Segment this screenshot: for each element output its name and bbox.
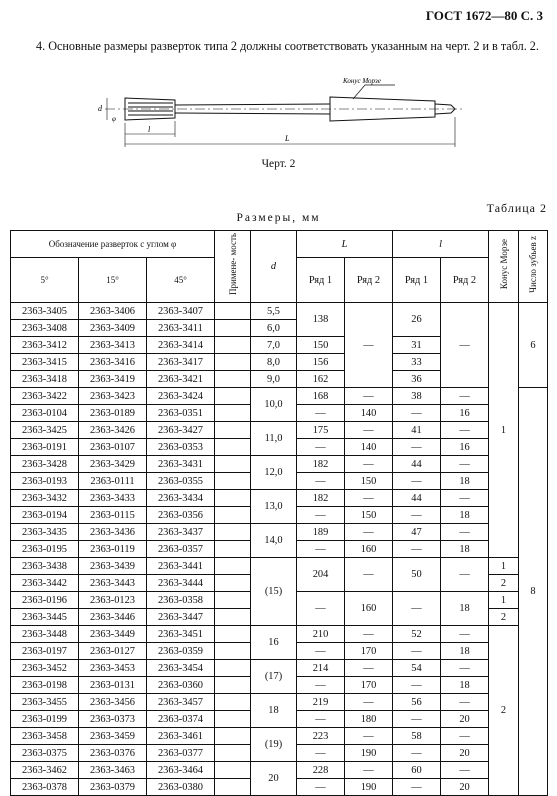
table-row [11,422,548,439]
table-row [11,303,548,320]
L-row2-cell: 150 [345,473,393,490]
diameter-cell: 14,0 [251,524,297,558]
page-header: ГОСТ 1672—80 С. 3 [425,8,543,23]
designation-cell: 2363-3463 [79,762,147,779]
l-row2-cell: 20 [441,711,489,728]
L-row2-cell: 170 [345,643,393,660]
designation-cell: 2363-0123 [79,592,147,609]
designation-cell: 2363-3421 [147,371,215,388]
table-row [11,456,548,473]
L-row2-cell: 170 [345,677,393,694]
L-row2-cell: — [345,558,393,592]
L-row2-cell: — [345,524,393,541]
L-row1-cell: 182 [297,456,345,473]
usage-cell [215,575,251,592]
designation-header: Обозначение разверток с углом φ [11,231,215,258]
designation-cell: 2363-3445 [11,609,79,626]
L-row1-cell: 138 [297,303,345,337]
usage-cell [215,728,251,745]
designation-cell: 2363-3457 [147,694,215,711]
usage-cell [215,558,251,575]
L-row2-cell: — [345,388,393,405]
designation-cell: 2363-0374 [147,711,215,728]
l-row2-cell: 18 [441,541,489,558]
l-row1-cell: — [393,405,441,422]
designation-cell: 2363-3436 [79,524,147,541]
l-row2-cell: — [441,626,489,643]
L-header: L [297,231,393,258]
table-row [11,558,548,575]
designation-cell: 2363-3415 [11,354,79,371]
l-row1-cell: 50 [393,558,441,592]
l-row1-cell: — [393,711,441,728]
l-row2-cell: 18 [441,507,489,524]
l-row1-cell: 41 [393,422,441,439]
l-row2-cell: — [441,422,489,439]
designation-cell: 2363-0193 [11,473,79,490]
l-row2-cell: — [441,660,489,677]
usage-cell [215,405,251,422]
L-row1-cell: 150 [297,337,345,354]
designation-cell: 2363-0377 [147,745,215,762]
diameter-cell: 7,0 [251,337,297,354]
usage-cell [215,643,251,660]
L-row1-cell: 168 [297,388,345,405]
designation-cell: 2363-3427 [147,422,215,439]
morse-cell: 2 [489,609,519,626]
l-row1-cell: — [393,592,441,626]
usage-cell [215,711,251,728]
L-row2-cell: 160 [345,592,393,626]
designation-cell: 2363-0376 [79,745,147,762]
L-row1-cell: — [297,541,345,558]
designation-cell: 2363-3432 [11,490,79,507]
diameter-cell: 13,0 [251,490,297,524]
designation-cell: 2363-3452 [11,660,79,677]
diameter-cell: (19) [251,728,297,762]
usage-header: Примене- мость [215,231,251,303]
designation-cell: 2363-3444 [147,575,215,592]
L-row2-cell: 150 [345,507,393,524]
designation-cell: 2363-3412 [11,337,79,354]
designation-cell: 2363-3451 [147,626,215,643]
designation-cell: 2363-0351 [147,405,215,422]
diameter-cell: 20 [251,762,297,796]
table-row [11,728,548,745]
morse-cell: 1 [489,558,519,575]
designation-cell: 2363-0198 [11,677,79,694]
l-row1-cell: — [393,507,441,524]
designation-cell: 2363-0375 [11,745,79,762]
table-row [11,388,548,405]
designation-cell: 2363-3428 [11,456,79,473]
diameter-cell: 11,0 [251,422,297,456]
l-row2-cell: 16 [441,405,489,422]
designation-cell: 2363-0111 [79,473,147,490]
teeth-cell: 6 [519,303,548,388]
L-row1-cell: 214 [297,660,345,677]
designation-cell: 2363-0380 [147,779,215,796]
designation-cell: 2363-0373 [79,711,147,728]
designation-cell: 2363-3417 [147,354,215,371]
designation-cell: 2363-0191 [11,439,79,456]
l-row1-cell: 60 [393,762,441,779]
L-row2-cell: 140 [345,405,393,422]
l-row2-cell: — [441,524,489,541]
L-row2-cell: 190 [345,779,393,796]
L-row2-cell: — [345,422,393,439]
designation-cell: 2363-3409 [79,320,147,337]
diameter-cell: 12,0 [251,456,297,490]
l-row1-cell: — [393,473,441,490]
L-row2-cell: 140 [345,439,393,456]
designation-cell: 2363-3419 [79,371,147,388]
angle-15-header: 15° [79,258,147,303]
designation-cell: 2363-3433 [79,490,147,507]
designation-cell: 2363-0127 [79,643,147,660]
teeth-header: Число зубьев z [519,231,548,303]
morse-cell: 1 [489,303,519,558]
designation-cell: 2363-3437 [147,524,215,541]
usage-cell [215,626,251,643]
usage-cell [215,473,251,490]
L-row2-cell: — [345,694,393,711]
l-row1-cell: 38 [393,388,441,405]
table-row [11,762,548,779]
label-d: d [98,104,102,113]
L-row1-cell: 219 [297,694,345,711]
designation-cell: 2363-3443 [79,575,147,592]
l-row1-cell: — [393,541,441,558]
table-row [11,524,548,541]
designation-cell: 2363-3423 [79,388,147,405]
designation-cell: 2363-3459 [79,728,147,745]
L-row2-cell: — [345,490,393,507]
designation-cell: 2363-3438 [11,558,79,575]
diameter-cell: (17) [251,660,297,694]
L-row2-cell: — [345,660,393,677]
l-row1-cell: 54 [393,660,441,677]
l-row2-cell: 18 [441,643,489,660]
morse-cell: 2 [489,626,519,796]
table-number: Таблица 2 [486,201,547,215]
designation-cell: 2363-0359 [147,643,215,660]
l-row1-cell: 26 [393,303,441,337]
l-row2-cell: — [441,694,489,711]
L-row1-cell: 182 [297,490,345,507]
usage-cell [215,779,251,796]
l-row2-cell: — [441,303,489,388]
usage-cell [215,762,251,779]
L-row2-cell: — [345,456,393,473]
L-row1-cell: — [297,473,345,490]
angle-5-header: 5° [11,258,79,303]
L-row1-cell: 223 [297,728,345,745]
usage-cell [215,592,251,609]
usage-cell [215,388,251,405]
designation-cell: 2363-0199 [11,711,79,728]
L-row1-cell: — [297,677,345,694]
l-row2-cell: — [441,456,489,473]
table-row [11,694,548,711]
designation-cell: 2363-0131 [79,677,147,694]
usage-cell [215,694,251,711]
designation-cell: 2363-3447 [147,609,215,626]
reamer-drawing [95,75,475,157]
l-row2-cell: 20 [441,779,489,796]
designation-cell: 2363-3413 [79,337,147,354]
usage-cell [215,422,251,439]
l-row2-cell: 18 [441,473,489,490]
l-row1-cell: 52 [393,626,441,643]
designation-cell: 2363-3422 [11,388,79,405]
designation-cell: 2363-3424 [147,388,215,405]
angle-45-header: 45° [147,258,215,303]
L-row2-cell: — [345,762,393,779]
designation-cell: 2363-3439 [79,558,147,575]
designation-cell: 2363-0196 [11,592,79,609]
diameter-cell: 6,0 [251,320,297,337]
l-row1-cell: — [393,745,441,762]
l-row1-header: Ряд 1 [393,258,441,303]
designation-cell: 2363-3435 [11,524,79,541]
table-row [11,660,548,677]
l-row1-cell: 56 [393,694,441,711]
usage-cell [215,371,251,388]
label-angle: φ [112,115,116,123]
designation-cell: 2363-3453 [79,660,147,677]
designation-cell: 2363-3442 [11,575,79,592]
designation-cell: 2363-3448 [11,626,79,643]
designation-cell: 2363-0378 [11,779,79,796]
l-row1-cell: — [393,779,441,796]
designation-cell: 2363-3429 [79,456,147,473]
designation-cell: 2363-3406 [79,303,147,320]
l-row2-cell: — [441,728,489,745]
designation-cell: 2363-0115 [79,507,147,524]
usage-cell [215,490,251,507]
usage-cell [215,354,251,371]
L-row1-cell: 175 [297,422,345,439]
usage-cell [215,677,251,694]
designation-cell: 2363-0357 [147,541,215,558]
l-row2-cell: — [441,490,489,507]
l-row1-cell: 47 [393,524,441,541]
designation-cell: 2363-0189 [79,405,147,422]
L-row2-cell: — [345,728,393,745]
L-row1-cell: — [297,643,345,660]
L-row1-cell: — [297,711,345,728]
designation-cell: 2363-3408 [11,320,79,337]
l-row2-cell: — [441,762,489,779]
l-row1-cell: — [393,439,441,456]
designation-cell: 2363-0104 [11,405,79,422]
designation-cell: 2363-0356 [147,507,215,524]
diameter-cell: 5,5 [251,303,297,320]
usage-cell [215,456,251,473]
l-row1-cell: — [393,643,441,660]
usage-cell [215,660,251,677]
designation-cell: 2363-3458 [11,728,79,745]
label-L: L [285,134,290,143]
usage-cell [215,609,251,626]
l-header: l [393,231,489,258]
table-row [11,490,548,507]
designation-cell: 2363-3411 [147,320,215,337]
designation-cell: 2363-0353 [147,439,215,456]
sizes-table [10,230,548,796]
designation-cell: 2363-0197 [11,643,79,660]
l-row1-cell: 58 [393,728,441,745]
designation-cell: 2363-3418 [11,371,79,388]
l-row2-cell: 16 [441,439,489,456]
diameter-cell: 8,0 [251,354,297,371]
L-row2-cell: — [345,303,393,388]
usage-cell [215,524,251,541]
designation-cell: 2363-0107 [79,439,147,456]
l-row1-cell: 44 [393,456,441,473]
L-row1-cell: 204 [297,558,345,592]
L-row2-cell: 180 [345,711,393,728]
designation-cell: 2363-3449 [79,626,147,643]
designation-cell: 2363-3454 [147,660,215,677]
diameter-cell: 9,0 [251,371,297,388]
l-row1-cell: 36 [393,371,441,388]
l-row2-cell: 20 [441,745,489,762]
l-row1-cell: 31 [393,337,441,354]
label-l: l [148,125,151,134]
L-row1-cell: 228 [297,762,345,779]
L-row2-header: Ряд 2 [345,258,393,303]
L-row1-cell: 156 [297,354,345,371]
usage-cell [215,745,251,762]
l-row2-cell: — [441,388,489,405]
table-body [11,303,548,796]
designation-cell: 2363-3441 [147,558,215,575]
morse-cell: 1 [489,592,519,609]
designation-cell: 2363-0195 [11,541,79,558]
diameter-cell: (15) [251,558,297,626]
paragraph-4: 4. Основные размеры разверток типа 2 должны соответствовать указанным на черт. 2 и в табл. 2. [36,39,539,53]
usage-cell [215,507,251,524]
L-row1-cell: — [297,592,345,626]
morse-header: Конус Морзе [489,231,519,303]
usage-cell [215,439,251,456]
designation-cell: 2363-3407 [147,303,215,320]
L-row1-cell: 189 [297,524,345,541]
l-row2-cell: — [441,558,489,592]
designation-cell: 2363-3431 [147,456,215,473]
designation-cell: 2363-0379 [79,779,147,796]
L-row2-cell: 190 [345,745,393,762]
l-row2-cell: 18 [441,677,489,694]
drawing-caption: Черт. 2 [261,158,296,170]
designation-cell: 2363-3405 [11,303,79,320]
designation-cell: 2363-3446 [79,609,147,626]
designation-cell: 2363-3456 [79,694,147,711]
designation-cell: 2363-3462 [11,762,79,779]
designation-cell: 2363-0194 [11,507,79,524]
usage-cell [215,303,251,320]
l-row1-cell: 33 [393,354,441,371]
table-title: Размеры, мм [236,212,321,224]
morse-label: Конус Морзе [343,77,381,85]
diameter-cell: 10,0 [251,388,297,422]
L-row1-cell: 162 [297,371,345,388]
L-row2-cell: 160 [345,541,393,558]
L-row1-cell: — [297,779,345,796]
designation-cell: 2363-3434 [147,490,215,507]
designation-cell: 2363-0358 [147,592,215,609]
L-row1-header: Ряд 1 [297,258,345,303]
designation-cell: 2363-0360 [147,677,215,694]
morse-cell: 2 [489,575,519,592]
designation-cell: 2363-3426 [79,422,147,439]
L-row1-cell: — [297,745,345,762]
designation-cell: 2363-3455 [11,694,79,711]
designation-cell: 2363-0355 [147,473,215,490]
usage-cell [215,541,251,558]
l-row1-cell: — [393,677,441,694]
L-row2-cell: — [345,626,393,643]
teeth-cell: 8 [519,388,548,796]
designation-cell: 2363-3414 [147,337,215,354]
diameter-cell: 18 [251,694,297,728]
usage-cell [215,337,251,354]
designation-cell: 2363-3461 [147,728,215,745]
l-row2-cell: 18 [441,592,489,626]
L-row1-cell: — [297,439,345,456]
designation-cell: 2363-3416 [79,354,147,371]
diameter-cell: 16 [251,626,297,660]
L-row1-cell: — [297,405,345,422]
L-row1-cell: 210 [297,626,345,643]
L-row1-cell: — [297,507,345,524]
designation-cell: 2363-0119 [79,541,147,558]
l-row2-header: Ряд 2 [441,258,489,303]
l-row1-cell: 44 [393,490,441,507]
d-header: d [251,231,297,303]
designation-cell: 2363-3425 [11,422,79,439]
designation-cell: 2363-3464 [147,762,215,779]
usage-cell [215,320,251,337]
table-row [11,626,548,643]
